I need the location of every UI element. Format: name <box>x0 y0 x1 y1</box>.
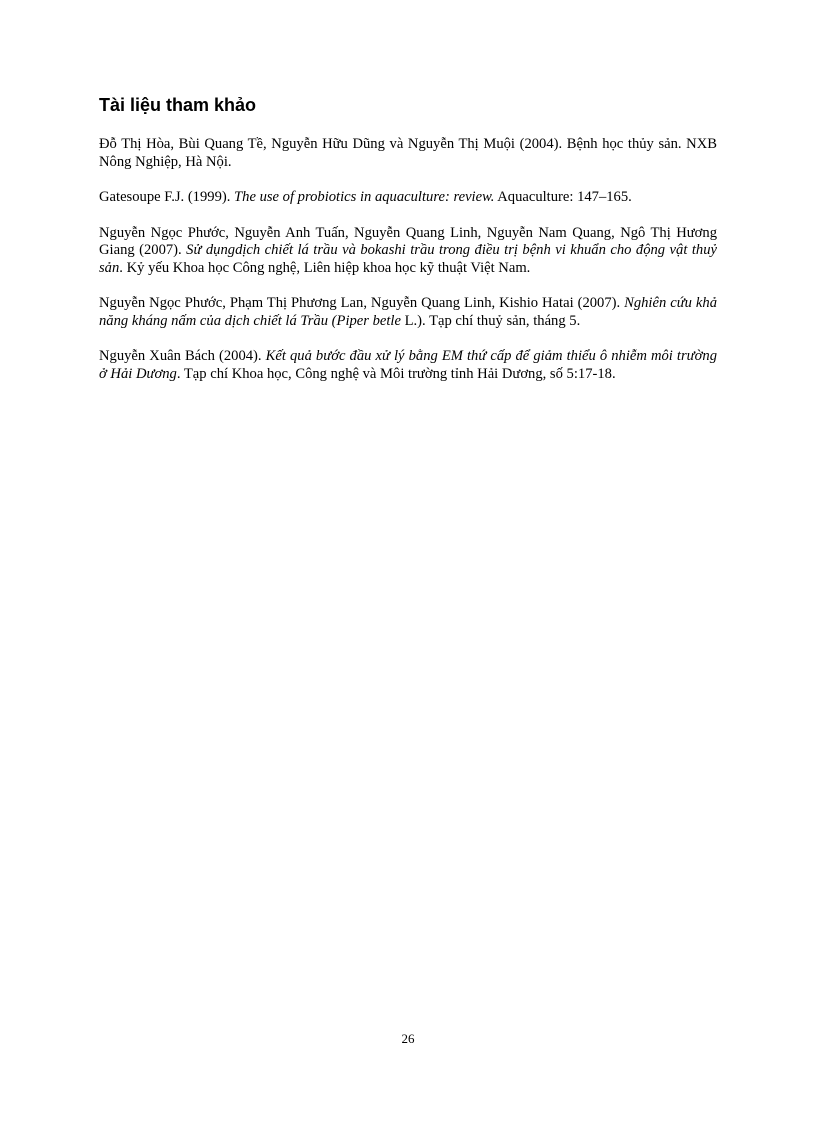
reference-item <box>99 136 717 171</box>
reference-title: Nghiên cứu khả năng kháng nấm của dịch chiết lá Trầu (Piper betle <box>99 295 717 329</box>
reference-item <box>99 225 717 278</box>
reference-source: Aquaculture: 147–165. <box>494 189 632 205</box>
reference-source: L.). Tạp chí thuỷ sản, tháng 5. <box>404 312 581 329</box>
reference-text: Đỗ Thị Hòa, Bùi Quang Tề, Nguyễn Hữu Dũng và Nguyễn Thị Muội (2004). Bệnh học thủy sản. NXB Nông Nghiệp, Hà Nội. <box>99 136 717 170</box>
reference-source: . Tạp chí Khoa học, Công nghệ và Môi trường tỉnh Hải Dương, số 5:17-18. <box>176 365 616 382</box>
reference-title: Kết quả bước đầu xử lý bằng EM thứ cấp để giảm thiểu ô nhiễm môi trường ở Hải Dương <box>99 348 718 382</box>
reference-item <box>99 348 717 383</box>
reference-item <box>99 189 717 207</box>
section-heading: Tài liệu tham khảo <box>99 95 257 115</box>
reference-item <box>99 295 717 330</box>
page-number: 26 <box>401 1031 415 1046</box>
reference-authors: Nguyễn Ngọc Phước, Phạm Thị Phương Lan, Nguyễn Quang Linh, Kishio Hatai (2007). <box>99 295 625 311</box>
reference-authors: Nguyễn Ngọc Phước, Nguyễn Anh Tuấn, Nguyễn Quang Linh, Nguyễn Nam Quang, Ngô Thị Hương Giang (2007). <box>99 224 717 258</box>
reference-list <box>99 136 717 401</box>
reference-authors: Nguyễn Xuân Bách (2004). <box>99 348 266 364</box>
reference-title: The use of probiotics in aquaculture: review. <box>234 189 495 205</box>
reference-authors: Gatesoupe F.J. (1999). <box>99 189 235 205</box>
reference-title: Sử dụngdịch chiết lá trầu và bokashi trầu trong điều trị bệnh vi khuẩn cho động vật thuỷ sản <box>99 242 717 276</box>
reference-source: . Kỷ yếu Khoa học Công nghệ, Liên hiệp khoa học kỹ thuật Việt Nam. <box>119 259 531 276</box>
